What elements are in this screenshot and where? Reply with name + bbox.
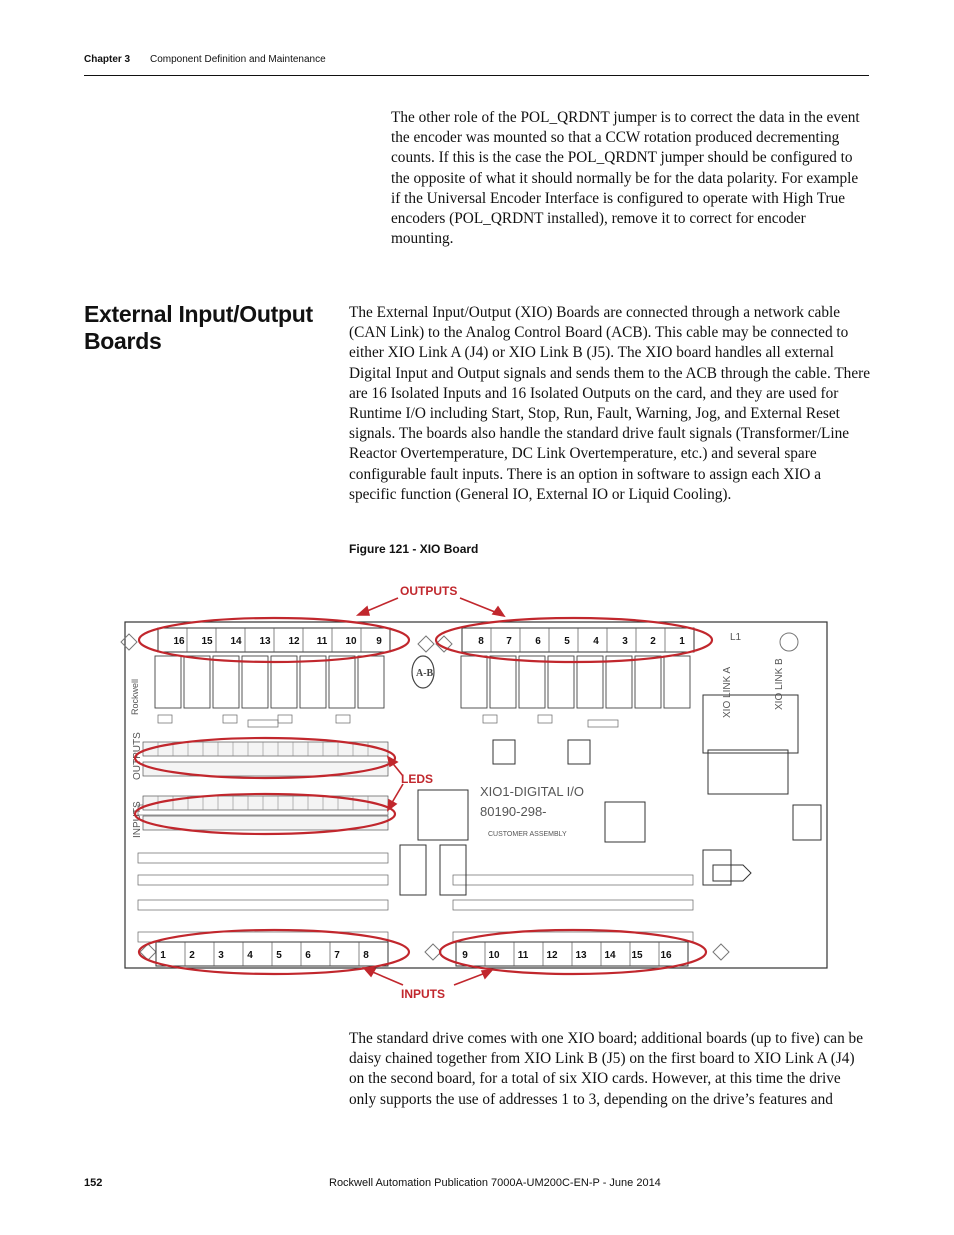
board-l1-text: L1 xyxy=(730,632,742,643)
header-rule xyxy=(84,75,869,76)
out-num: 7 xyxy=(506,636,512,647)
xio-board-figure xyxy=(118,570,840,1010)
out-num: 16 xyxy=(173,636,185,647)
out-num: 14 xyxy=(230,636,242,647)
publication-info: Rockwell Automation Publication 7000A-UM200C-EN-P - June 2014 xyxy=(329,1177,661,1189)
out-num: 10 xyxy=(345,636,357,647)
in-num: 5 xyxy=(276,950,282,961)
in-num: 14 xyxy=(604,950,616,961)
out-num: 6 xyxy=(535,636,541,647)
out-num: 4 xyxy=(593,636,599,647)
out-num: 11 xyxy=(316,636,328,647)
leds-callout: LEDS xyxy=(401,772,434,786)
out-num: 9 xyxy=(376,636,382,647)
out-num: 15 xyxy=(201,636,213,647)
board-outputs-text: OUTPUTS xyxy=(132,732,143,780)
in-num: 7 xyxy=(334,950,340,961)
in-num: 9 xyxy=(462,950,468,961)
board-part-text: 80190-298- xyxy=(480,804,547,819)
board-link-b-text: XIO LINK B xyxy=(774,658,785,710)
section-title: External Input/Output Boards xyxy=(84,301,313,354)
out-num: 13 xyxy=(259,636,271,647)
intro-paragraph: The other role of the POL_QRDNT jumper is to correct the data in the event the encoder was mounted so that a CCW rotation produced decrementing counts. If this is the case the POL_QRDNT jumper should be configured to the opposite of what it should normally be for the data polarity. For example if the Universal Encoder Interface is configured to operate with High True encoders (POL_QRDNT installed), remove it to correct for encoder mounting. xyxy=(391,109,860,248)
out-num: 8 xyxy=(478,636,484,647)
in-num: 11 xyxy=(517,950,529,961)
in-num: 13 xyxy=(575,950,587,961)
board-brand-text: Rockwell xyxy=(130,678,140,715)
in-num: 8 xyxy=(363,950,369,961)
chapter-label: Chapter 3 xyxy=(84,54,131,65)
outputs-callout: OUTPUTS xyxy=(400,584,458,598)
board-title-text: XIO1-DIGITAL I/O xyxy=(480,784,585,799)
board-assembly-text: CUSTOMER ASSEMBLY xyxy=(488,831,567,838)
out-num: 3 xyxy=(622,636,628,647)
in-num: 6 xyxy=(305,950,311,961)
in-num: 12 xyxy=(546,950,558,961)
board-inputs-text: INPUTS xyxy=(132,801,143,838)
in-num: 15 xyxy=(631,950,643,961)
in-num: 1 xyxy=(160,950,166,961)
chapter-title: Component Definition and Maintenance xyxy=(150,54,326,65)
in-num: 16 xyxy=(660,950,672,961)
svg-text:A-B: A-B xyxy=(416,668,434,679)
section-paragraph: The External Input/Output (XIO) Boards are connected through a network cable (CAN Link) to the Analog Control Board (ACB). This cable may be connected to either XIO Link A (J4) or XIO Link B (J5). The XIO board handles all external Digital Input and Output signals and sends them to the ACB through the cable. There are 16 Isolated Inputs and 16 Isolated Outputs on the card, and they are used for Runtime I/O including Start, Stop, Run, Fault, Warning, Jog, and External Reset signals. The boards also handle the standard drive fault signals (Transformer/Line Reactor Overtemperature, DC Link Overtemperature, etc.) and several spare configurable fault inputs. There is an option in software to assign each XIO a specific function (General IO, External IO or Liquid Cooling). xyxy=(349,304,870,503)
out-num: 12 xyxy=(288,636,300,647)
board-link-a-text: XIO LINK A xyxy=(722,666,733,718)
figure-caption: Figure 121 - XIO Board xyxy=(349,542,479,556)
out-num: 1 xyxy=(679,636,685,647)
page-number: 152 xyxy=(84,1177,103,1189)
inputs-callout: INPUTS xyxy=(401,987,446,1001)
in-num: 10 xyxy=(488,950,500,961)
out-num: 5 xyxy=(564,636,570,647)
in-num: 4 xyxy=(247,950,253,961)
out-num: 2 xyxy=(650,636,656,647)
in-num: 3 xyxy=(218,950,224,961)
standard-paragraph: The standard drive comes with one XIO board; additional boards (up to five) can be daisy chained together from XIO Link B (J5) on the first board to XIO Link A (J4) on the second board, for a total of six XIO cards. However, at this time the drive only supports the use of addresses 1 to 3, depending on the drive’s features and xyxy=(349,1030,863,1108)
in-num: 2 xyxy=(189,950,195,961)
